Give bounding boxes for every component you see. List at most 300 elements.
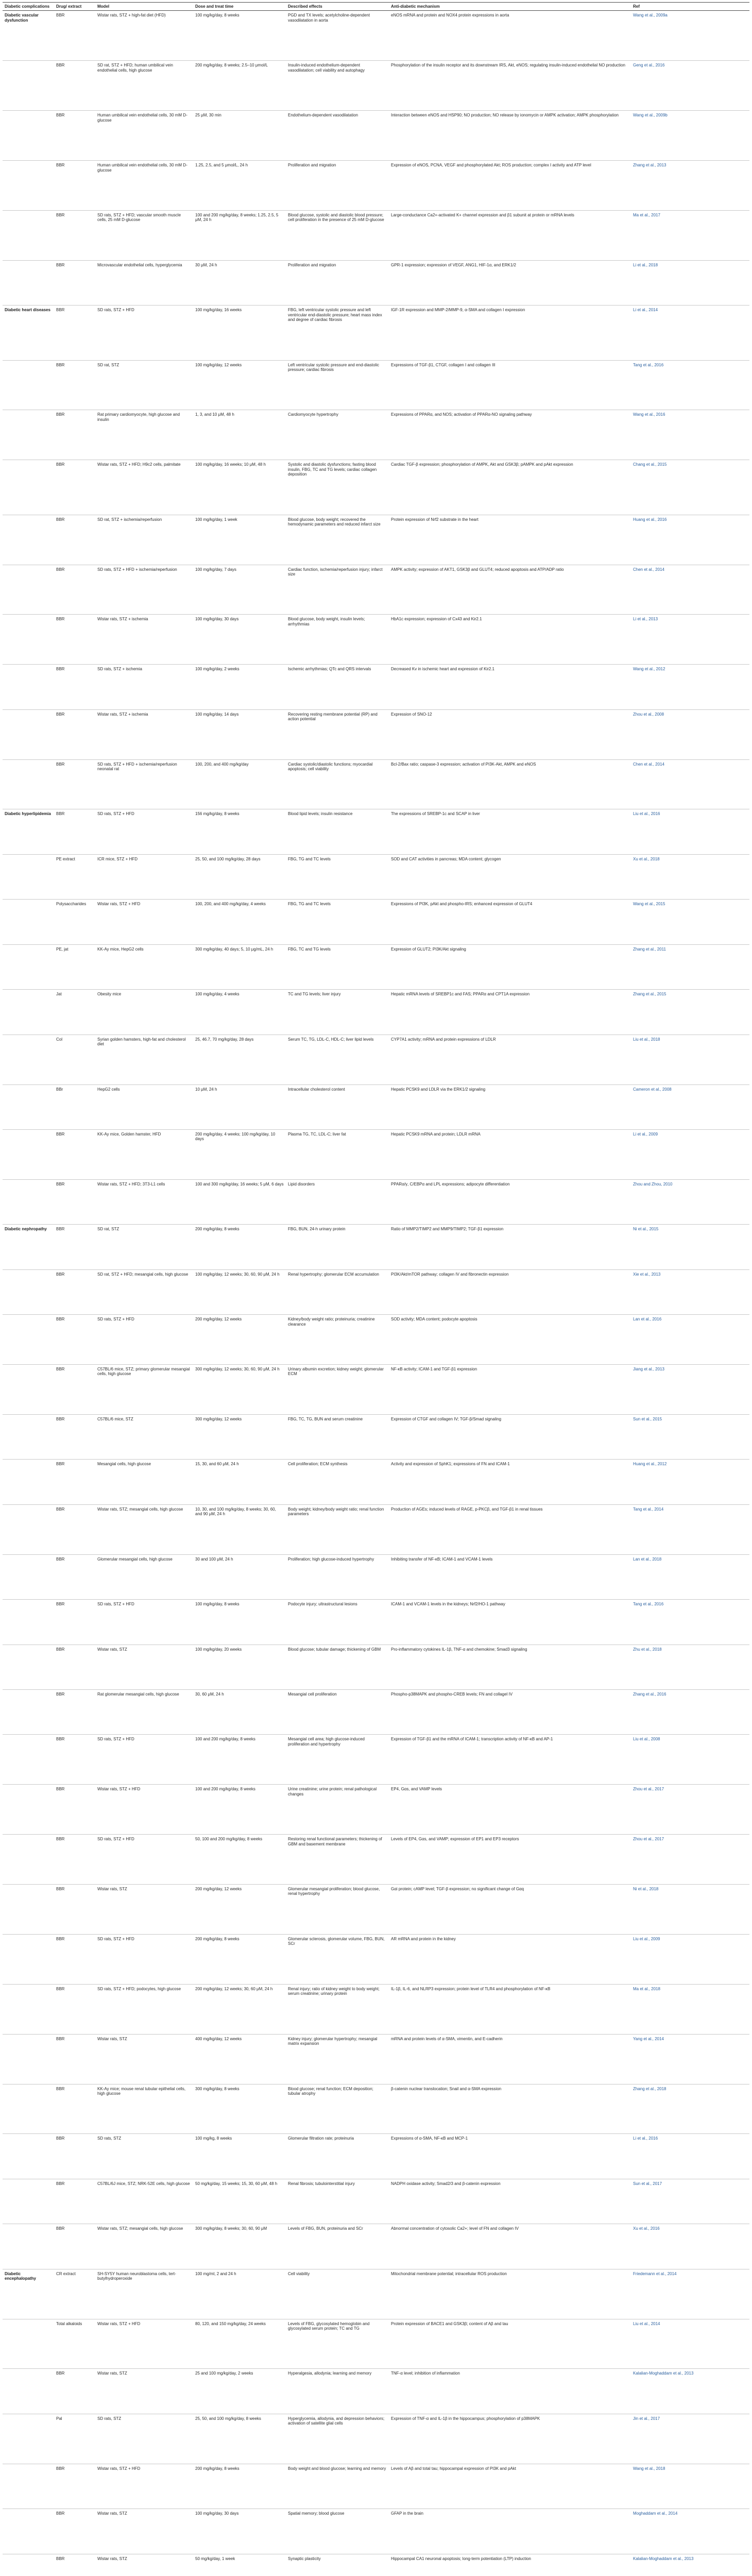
drug-cell: Polysaccharides — [54, 900, 95, 944]
dose-cell: 100 mg/kg/day, 16 weeks — [193, 306, 286, 360]
drug-cell: BBR — [54, 260, 95, 305]
reference-cell[interactable]: Li et al., 2009 — [631, 1129, 749, 1179]
complication-cell — [3, 854, 54, 899]
effects-cell: Urinary albumin excretion; kidney weight; glomerular ECM — [286, 1365, 389, 1415]
effects-cell: Blood glucose, systolic and diastolic blood pressure; cell proliferation in the presence of 25 mM D-glucose — [286, 210, 389, 260]
drug-cell: BBR — [54, 306, 95, 360]
mechanism-cell: Expression of TGF-β1 and the mRNA of ICAM-1; transcription activity of NF-κB and AP-1 — [389, 1735, 631, 1785]
effects-cell: FBG, TC, TG, BUN and serum creatinine — [286, 1414, 389, 1459]
reference-cell[interactable]: Liu et al., 2008 — [631, 1735, 749, 1785]
mechanism-cell: Bcl-2/Bax ratio; caspase-3 expression; activation of PI3K-Akt, AMPK and eNOS — [389, 759, 631, 809]
table-row — [3, 1129, 749, 1179]
table-row — [3, 709, 749, 759]
complication-cell — [3, 1554, 54, 1599]
reference-cell[interactable]: Li et al., 2013 — [631, 615, 749, 665]
dose-cell: 100, 200, and 400 mg/kg/day, 4 weeks — [193, 900, 286, 944]
effects-cell: Glomerular sclerosis, glomerular volume, FBG, BUN, SCr — [286, 1934, 389, 1984]
complication-cell — [3, 1460, 54, 1504]
reference-cell[interactable]: Huang et al., 2016 — [631, 515, 749, 565]
effects-cell: Spatial memory; blood glucose — [286, 2509, 389, 2554]
dose-cell: 100 mg/kg/day, 1 week — [193, 515, 286, 565]
column-header: Dose and treat time — [193, 3, 286, 11]
dose-cell: 100 mg/kg/day, 7 days — [193, 565, 286, 615]
mechanism-cell: Ratio of MMP2/TIMP2 and MMP9/TIMP2; TGF-β1 expression — [389, 1225, 631, 1269]
model-cell: KK-Ay mice, HepG2 cells — [95, 944, 193, 989]
mechanism-cell: Decreased Kv in ischemic heart and expression of Kir2.1 — [389, 665, 631, 709]
drug-cell: BBR — [54, 1600, 95, 1645]
drug-cell: BBR — [54, 615, 95, 665]
model-cell: Human umbilical vein endothelial cells, 30 mM D-glucose — [95, 111, 193, 161]
model-cell: Wistar rats, STZ + HFD; H9c2 cells, palmitate — [95, 460, 193, 515]
complication-cell — [3, 2134, 54, 2179]
header-row — [3, 3, 749, 11]
mechanism-cell: Protein expression of Nrf2 substrate in the heart — [389, 515, 631, 565]
effects-cell: Blood glucose; tubular damage; thickening of GBM — [286, 1645, 389, 1689]
drug-cell: BBR — [54, 1179, 95, 1224]
drug-cell: BBR — [54, 161, 95, 211]
table-row — [3, 1460, 749, 1504]
reference-cell[interactable]: Zhou and Zhou, 2010 — [631, 1179, 749, 1224]
dose-cell: 200 mg/kg/day, 8 weeks — [193, 1934, 286, 1984]
model-cell: SD rat, STZ + ischemia/reperfusion — [95, 515, 193, 565]
table-row — [3, 515, 749, 565]
table-row — [3, 1414, 749, 1459]
dose-cell: 100 mg/kg/day, 12 weeks — [193, 360, 286, 410]
reference-cell[interactable]: Lan et al., 2016 — [631, 1315, 749, 1365]
model-cell: C57BL/6 mice, STZ; primary glomerular mesangial cells, high glucose — [95, 1365, 193, 1415]
reference-cell[interactable]: Huang et al., 2012 — [631, 1460, 749, 1504]
dose-cell: 25, 46.7, 70 mg/kg/day, 28 days — [193, 1035, 286, 1084]
complication-cell: Diabetic heart diseases — [3, 306, 54, 360]
table-row — [3, 854, 749, 899]
dose-cell: 156 mg/kg/day, 8 weeks — [193, 809, 286, 854]
model-cell: Wistar rats, STZ + high-fat diet (HFD) — [95, 11, 193, 61]
complication-cell — [3, 260, 54, 305]
model-cell: SD rat, STZ — [95, 360, 193, 410]
reference-cell[interactable]: Ma et al., 2017 — [631, 210, 749, 260]
drug-cell: BBR — [54, 210, 95, 260]
drug-cell: BBR — [54, 61, 95, 111]
reference-cell[interactable]: Xu et al., 2016 — [631, 2224, 749, 2269]
model-cell: KK-Ay mice, Golden hamster, HFD — [95, 1129, 193, 1179]
drug-cell: BBR — [54, 1835, 95, 1885]
reference-cell[interactable]: Geng et al., 2016 — [631, 61, 749, 111]
dose-cell: 50 mg/kg/day, 15 weeks; 15, 30, 60 μM, 48 h — [193, 2179, 286, 2224]
reference-cell[interactable]: Chen et al., 2014 — [631, 565, 749, 615]
table-row — [3, 1365, 749, 1415]
table-row — [3, 11, 749, 61]
complication-cell — [3, 990, 54, 1035]
mechanism-cell: Hepatic mRNA levels of SREBP1c and FAS; PPARα and CPT1A expression — [389, 990, 631, 1035]
model-cell: Wistar rats, STZ + ischemia — [95, 615, 193, 665]
table-row — [3, 2224, 749, 2269]
drug-cell: BBR — [54, 1689, 95, 1734]
reference-cell[interactable]: Yang et al., 2014 — [631, 2034, 749, 2084]
reference-cell[interactable]: Zhou et al., 2017 — [631, 1785, 749, 1835]
reference-cell[interactable]: Jiang et al., 2013 — [631, 1365, 749, 1415]
reference-cell[interactable]: Zhang et al., 2011 — [631, 944, 749, 989]
mechanism-cell: IGF-1R expression and MMP-2/MMP-9, α-SMA and collagen I expression — [389, 306, 631, 360]
table-row — [3, 410, 749, 460]
effects-cell: Kidney injury; glomerular hypertrophy; mesangial matrix expansion — [286, 2034, 389, 2084]
complication-cell — [3, 1600, 54, 1645]
drug-cell: CR extract — [54, 2269, 95, 2319]
drug-cell: BBR — [54, 1645, 95, 1689]
table-row — [3, 161, 749, 211]
effects-cell: Body weight and blood glucose; learning and memory — [286, 2464, 389, 2509]
effects-cell: Podocyte injury; ultrastructural lesions — [286, 1600, 389, 1645]
effects-cell: Plasma TG, TC, LDL-C; liver fat — [286, 1129, 389, 1179]
mechanism-cell: Interaction between eNOS and HSP90; NO production; NO release by ionomycin or AMPK activation; AMPK phosphorylation — [389, 111, 631, 161]
reference-cell[interactable]: Xu et al., 2018 — [631, 854, 749, 899]
reference-cell[interactable]: Liu et al., 2009 — [631, 1934, 749, 1984]
table-row — [3, 1934, 749, 1984]
dose-cell: 200 mg/kg/day, 8 weeks; 2.5–10 μmol/L — [193, 61, 286, 111]
dose-cell: 100 mg/kg, 8 weeks — [193, 2134, 286, 2179]
dose-cell: 100 mg/kg/day, 16 weeks; 10 μM, 48 h — [193, 460, 286, 515]
complication-cell — [3, 1315, 54, 1365]
table-row — [3, 1269, 749, 1314]
complication-cell — [3, 709, 54, 759]
model-cell: SD rat, STZ + HFD; human umbilical vein endothelial cells, high glucose — [95, 61, 193, 111]
drug-cell: BBR — [54, 1460, 95, 1504]
mechanism-cell: Phospho-p38MAPK and phospho-CREB levels; FN and collagel IV — [389, 1689, 631, 1734]
reference-cell[interactable]: Zhang et al., 2016 — [631, 1689, 749, 1734]
model-cell: SD rats, STZ + HFD — [95, 1600, 193, 1645]
mechanism-cell: Expressions of α-SMA, NF-κB and MCP-1 — [389, 2134, 631, 2179]
dose-cell: 200 mg/kg/day, 4 weeks; 100 mg/kg/day, 10 days — [193, 1129, 286, 1179]
mechanism-cell: Expression of TNF-α and IL-1β in the hippocampus; phosphorylation of p38MAPK — [389, 2414, 631, 2464]
reference-cell[interactable]: Lan et al., 2018 — [631, 1554, 749, 1599]
model-cell: Wistar rats, STZ; mesangial cells, high glucose — [95, 2224, 193, 2269]
dose-cell: 50, 100 and 200 mg/kg/day, 8 weeks — [193, 1835, 286, 1885]
table-row — [3, 2179, 749, 2224]
reference-cell[interactable]: Tang et al., 2016 — [631, 360, 749, 410]
effects-cell: FBG, TG and TC levels — [286, 900, 389, 944]
model-cell: Rat primary cardiomyocyte, high glucose and insulin — [95, 410, 193, 460]
dose-cell: 30 μM, 24 h — [193, 260, 286, 305]
reference-cell[interactable]: Kalalian-Moghaddam et al., 2013 — [631, 2369, 749, 2414]
reference-cell[interactable]: Zhang et al., 2013 — [631, 161, 749, 211]
table-row — [3, 1504, 749, 1554]
effects-cell: Synaptic plasticity — [286, 2554, 389, 2576]
reference-cell[interactable]: Zhang et al., 2018 — [631, 2084, 749, 2134]
complication-cell — [3, 2224, 54, 2269]
dose-cell: 100 and 200 mg/kg/day, 8 weeks — [193, 1735, 286, 1785]
complication-cell — [3, 1984, 54, 2034]
reference-cell[interactable]: Li et al., 2018 — [631, 260, 749, 305]
model-cell: SD rats, STZ — [95, 2414, 193, 2464]
model-cell: SD rats, STZ + HFD — [95, 1735, 193, 1785]
reference-cell[interactable]: Zhou et al., 2017 — [631, 1835, 749, 1885]
drug-cell: BBR — [54, 1554, 95, 1599]
mechanism-cell: Phosphorylation of the insulin receptor and its downstream IRS, Akt, eNOS; regulating insulin-induced endothelial NO production — [389, 61, 631, 111]
mechanism-cell: ICAM-1 and VCAM-1 levels in the kidneys; Nrf2/HO-1 pathway — [389, 1600, 631, 1645]
reference-cell[interactable]: Zhang et al., 2015 — [631, 990, 749, 1035]
effects-cell: Glomerular mesangial proliferation; blood glucose, renal hypertrophy — [286, 1885, 389, 1935]
effects-cell: Endothelium-dependent vasodilatation — [286, 111, 389, 161]
reference-cell[interactable]: Ma et al., 2018 — [631, 1984, 749, 2034]
effects-cell: Proliferation; high glucose-induced hypertrophy — [286, 1554, 389, 1599]
effects-cell: Hyperglycemia, allodynia, and depression behaviors; activation of satellite glial cells — [286, 2414, 389, 2464]
model-cell: Rat glomerular mesangial cells, high glucose — [95, 1689, 193, 1734]
dose-cell: 100 mg/kg/day, 20 weeks — [193, 1645, 286, 1689]
reference-cell[interactable]: Wang et al., 2015 — [631, 900, 749, 944]
table-row — [3, 1315, 749, 1365]
effects-cell: Renal hypertrophy; glomerular ECM accumulation — [286, 1269, 389, 1314]
effects-cell: Urine creatinine; urine protein; renal pathological changes — [286, 1785, 389, 1835]
model-cell: SD rats, STZ + HFD; podocytes, high glucose — [95, 1984, 193, 2034]
model-cell: SD rats, STZ + HFD + ischemia/reperfusion neonatal rat — [95, 759, 193, 809]
mechanism-cell: The expressions of SREBP-1c and SCAP in liver — [389, 809, 631, 854]
drug-cell: BBR — [54, 11, 95, 61]
mechanism-cell: Expressions of PPARα, and NOS; activation of PPARα-NO signaling pathway — [389, 410, 631, 460]
mechanism-cell: Hippocampal CA1 neuronal apoptosis; long-term potentiation (LTP) induction — [389, 2554, 631, 2576]
table-row — [3, 565, 749, 615]
effects-cell: Blood glucose, body weight, insulin levels; arrhythmias — [286, 615, 389, 665]
reference-cell[interactable]: Friedemann et al., 2014 — [631, 2269, 749, 2319]
effects-cell: Insulin-induced endothelium-dependent vasodilatation; cell viability and autophagy — [286, 61, 389, 111]
table-row — [3, 1735, 749, 1785]
drug-cell: Pal — [54, 2414, 95, 2464]
table-row — [3, 1785, 749, 1835]
model-cell: SD rats, STZ + HFD — [95, 1315, 193, 1365]
reference-cell[interactable]: Jin et al., 2017 — [631, 2414, 749, 2464]
reference-cell[interactable]: Li et al., 2014 — [631, 306, 749, 360]
drug-cell: BBR — [54, 111, 95, 161]
model-cell: Microvascular endothelial cells, hyperglycemia — [95, 260, 193, 305]
drug-cell: BBR — [54, 1315, 95, 1365]
drug-cell: BBR — [54, 2179, 95, 2224]
table-row — [3, 1554, 749, 1599]
reference-cell[interactable]: Sun et al., 2015 — [631, 1414, 749, 1459]
complication-cell — [3, 515, 54, 565]
mechanism-cell: β-catenin nuclear translocation; Snail and α-SMA expression — [389, 2084, 631, 2134]
complication-cell — [3, 900, 54, 944]
data-table — [3, 2, 749, 2576]
effects-cell: Blood glucose; renal function; ECM deposition; tubular atrophy — [286, 2084, 389, 2134]
complication-cell — [3, 2464, 54, 2509]
complication-cell — [3, 460, 54, 515]
complication-cell — [3, 1179, 54, 1224]
table-row — [3, 2464, 749, 2509]
effects-cell: Cell proliferation; ECM synthesis — [286, 1460, 389, 1504]
reference-cell[interactable]: Tang et al., 2016 — [631, 1600, 749, 1645]
effects-cell: Ischemic arrhythmias; QTc and QRS intervals — [286, 665, 389, 709]
dose-cell: 100 mg/kg/day, 30 days — [193, 615, 286, 665]
reference-cell[interactable]: Liu et al., 2018 — [631, 1035, 749, 1084]
drug-cell: BBR — [54, 2224, 95, 2269]
dose-cell: 25, 50, and 100 mg/kg/day, 8 weeks — [193, 2414, 286, 2464]
table-body — [3, 11, 749, 2576]
complication-cell — [3, 1689, 54, 1734]
mechanism-cell: GPR-1 expression; expression of VEGF, ANG1, HIF-1α, and ERK1/2 — [389, 260, 631, 305]
mechanism-cell: Levels of Aβ and total tau; hippocampal expression of PI3K and pAkt — [389, 2464, 631, 2509]
drug-cell: BBR — [54, 2464, 95, 2509]
mechanism-cell: Expressions of TGF-β1, CTGF, collagen I and collagen III — [389, 360, 631, 410]
mechanism-cell: Large-conductance Ca2+-activated K+ channel expression and β1 subunit at protein or mRNA levels — [389, 210, 631, 260]
drug-cell: BBR — [54, 2034, 95, 2084]
table-row — [3, 2319, 749, 2369]
mechanism-cell: Hepatic PCSK9 mRNA and protein; LDLR mRNA — [389, 1129, 631, 1179]
complication-cell: Diabetic encephalopathy — [3, 2269, 54, 2319]
reference-cell[interactable]: Moghaddam et al., 2014 — [631, 2509, 749, 2554]
complication-cell — [3, 759, 54, 809]
dose-cell: 300 mg/kg/day, 12 weeks; 30, 60, 90 μM, 24 h — [193, 1365, 286, 1415]
model-cell: Wistar rats, STZ + ischemia — [95, 709, 193, 759]
model-cell: Wistar rats, STZ; mesangial cells, high glucose — [95, 1504, 193, 1554]
complication-cell — [3, 2084, 54, 2134]
drug-cell: BBR — [54, 2369, 95, 2414]
effects-cell: Levels of FBG, glycosylated hemoglobin and glycosylated serum protein; TC and TG — [286, 2319, 389, 2369]
table-row — [3, 2369, 749, 2414]
model-cell: Wistar rats, STZ + HFD — [95, 2319, 193, 2369]
effects-cell: Cardiac systolic/diastolic functions; myocardial apoptosis; cell viability — [286, 759, 389, 809]
effects-cell: Proliferation and migration — [286, 161, 389, 211]
mechanism-cell: Gαi protein; cAMP level; TGF-β expression; no significant change of Gαq — [389, 1885, 631, 1935]
complication-cell — [3, 111, 54, 161]
reference-cell[interactable]: Wang et al., 2009a — [631, 11, 749, 61]
mechanism-cell: NADPH oxidase activity; Smad2/3 and β-catenin expression — [389, 2179, 631, 2224]
effects-cell: Serum TC, TG, LDL-C, HDL-C; liver lipid levels — [286, 1035, 389, 1084]
effects-cell: Intracellular cholesterol content — [286, 1084, 389, 1129]
drug-cell: BBR — [54, 565, 95, 615]
drug-cell: BBR — [54, 1129, 95, 1179]
mechanism-cell: Expression of CTGF and collagen IV; TGF-β/Smad signaling — [389, 1414, 631, 1459]
reference-cell[interactable]: Liu et al., 2014 — [631, 2319, 749, 2369]
complication-cell — [3, 161, 54, 211]
model-cell: SD rats, STZ + HFD — [95, 1835, 193, 1885]
complication-cell — [3, 2414, 54, 2464]
dose-cell: 100 and 300 mg/kg/day, 16 weeks; 5 μM, 6 days — [193, 1179, 286, 1224]
model-cell: SD rats, STZ + HFD — [95, 1934, 193, 1984]
model-cell: Glomerular mesangial cells, high glucose — [95, 1554, 193, 1599]
model-cell: Wistar rats, STZ — [95, 1885, 193, 1935]
table-row — [3, 1984, 749, 2034]
effects-cell: Restoring renal functional parameters; thickening of GBM and basement membrane — [286, 1835, 389, 1885]
mechanism-cell: SOD and CAT activities in pancreas; MDA content; glycogen — [389, 854, 631, 899]
mechanism-cell: mRNA and protein levels of α-SMA, vimentin, and E-cadherin — [389, 2034, 631, 2084]
effects-cell: Hyperalgesia, allodynia; learning and memory — [286, 2369, 389, 2414]
reference-cell[interactable]: Liu et al., 2016 — [631, 809, 749, 854]
effects-cell: Levels of FBG, BUN, proteinuria and SCr — [286, 2224, 389, 2269]
effects-cell: FBG, BUN, 24-h urinary protein — [286, 1225, 389, 1269]
reference-cell[interactable]: Zhou et al., 2008 — [631, 709, 749, 759]
table-row — [3, 1035, 749, 1084]
dose-cell: 100 mg/ml, 2 and 24 h — [193, 2269, 286, 2319]
table-row — [3, 306, 749, 360]
drug-cell: BBR — [54, 2509, 95, 2554]
effects-cell: Renal fibrosis; tubulointerstitial injury — [286, 2179, 389, 2224]
reference-cell[interactable]: Ni et al., 2015 — [631, 1225, 749, 1269]
table-row — [3, 2414, 749, 2464]
reference-cell[interactable]: Wang et al., 2016 — [631, 410, 749, 460]
column-header: Ref — [631, 3, 749, 11]
dose-cell: 25, 50, and 100 mg/kg/day, 28 days — [193, 854, 286, 899]
drug-cell: BBR — [54, 360, 95, 410]
model-cell: Wistar rats, STZ + HFD — [95, 2464, 193, 2509]
model-cell: C57BL/6 mice, STZ — [95, 1414, 193, 1459]
table-row — [3, 1689, 749, 1734]
reference-cell[interactable]: Wang et al., 2012 — [631, 665, 749, 709]
dose-cell: 200 mg/kg/day, 12 weeks; 30, 60 μM, 24 h — [193, 1984, 286, 2034]
reference-cell[interactable]: Zhu et al., 2018 — [631, 1645, 749, 1689]
reference-cell[interactable]: Chen et al., 2014 — [631, 759, 749, 809]
reference-cell[interactable]: Ni et al., 2018 — [631, 1885, 749, 1935]
model-cell: Wistar rats, STZ — [95, 2509, 193, 2554]
reference-cell[interactable]: Chang et al., 2015 — [631, 460, 749, 515]
reference-cell[interactable]: Tang et al., 2014 — [631, 1504, 749, 1554]
complication-cell — [3, 1129, 54, 1179]
effects-cell: Proliferation and migration — [286, 260, 389, 305]
table-row — [3, 111, 749, 161]
column-header: Model — [95, 3, 193, 11]
reference-cell[interactable]: Cameron et al., 2008 — [631, 1084, 749, 1129]
reference-cell[interactable]: Kalalian-Moghaddam et al., 2013 — [631, 2554, 749, 2576]
model-cell: SD rat, STZ — [95, 1225, 193, 1269]
dose-cell: 100 mg/kg/day, 12 weeks; 30, 60, 90 μM, 24 h — [193, 1269, 286, 1314]
reference-cell[interactable]: Sun et al., 2017 — [631, 2179, 749, 2224]
drug-cell: Jat — [54, 990, 95, 1035]
effects-cell: FBG, TG and TC levels — [286, 854, 389, 899]
reference-cell[interactable]: Wang et al., 2009b — [631, 111, 749, 161]
table-row — [3, 1084, 749, 1129]
dose-cell: 30 and 100 μM, 24 h — [193, 1554, 286, 1599]
drug-cell: BBR — [54, 1934, 95, 1984]
complication-cell — [3, 2509, 54, 2554]
effects-cell: FBG, TC and TG levels — [286, 944, 389, 989]
mechanism-cell: Expression of SNO-12 — [389, 709, 631, 759]
dose-cell: 300 mg/kg/day, 40 days; 5, 10 μg/mL, 24 h — [193, 944, 286, 989]
model-cell: KK-Ay mice; mouse renal tubular epithelial cells, high glucose — [95, 2084, 193, 2134]
effects-cell: Renal injury; ratio of kidney weight to body weight; serum creatinine; urinary protein — [286, 1984, 389, 2034]
dose-cell: 80, 120, and 150 mg/kg/day, 24 weeks — [193, 2319, 286, 2369]
effects-cell: Cell viability — [286, 2269, 389, 2319]
table-row — [3, 1225, 749, 1269]
drug-cell: BBR — [54, 2554, 95, 2576]
drug-cell: Total alkaloids — [54, 2319, 95, 2369]
dose-cell: 1, 3, and 10 μM, 48 h — [193, 410, 286, 460]
effects-cell: Glomerular filtration rate; proteinuria — [286, 2134, 389, 2179]
complication-cell — [3, 2369, 54, 2414]
table-row — [3, 460, 749, 515]
mechanism-cell: Production of AGEs; induced levels of RAGE, p-PKCβ, and TGF-β1 in renal tissues — [389, 1504, 631, 1554]
model-cell: Wistar rats, STZ + HFD; 3T3-L1 cells — [95, 1179, 193, 1224]
reference-cell[interactable]: Wang et al., 2018 — [631, 2464, 749, 2509]
mechanism-cell: PPARα/γ, C/EBPα and LPL expressions; adipocyte differentiation — [389, 1179, 631, 1224]
dose-cell: 10 μM, 24 h — [193, 1084, 286, 1129]
drug-cell: BBR — [54, 2134, 95, 2179]
complication-cell: Diabetic nephropathy — [3, 1225, 54, 1269]
complication-cell — [3, 1934, 54, 1984]
table-row — [3, 210, 749, 260]
drug-cell: BBR — [54, 1365, 95, 1415]
dose-cell: 25 and 100 mg/kg/day, 2 weeks — [193, 2369, 286, 2414]
reference-cell[interactable]: Li et al., 2016 — [631, 2134, 749, 2179]
table-row — [3, 1835, 749, 1885]
mechanism-cell: Cardiac TGF-β expression; phosphorylation of AMPK, Akt and GSK3β; pAMPK and pAkt expression — [389, 460, 631, 515]
model-cell: SH-SY5Y human neuroblastoma cells, tert-butylhydroperoxide — [95, 2269, 193, 2319]
dose-cell: 100 and 200 mg/kg/day, 8 weeks — [193, 1785, 286, 1835]
drug-cell: BBR — [54, 515, 95, 565]
effects-cell: Lipid disorders — [286, 1179, 389, 1224]
table-row — [3, 2554, 749, 2576]
reference-cell[interactable]: Xie et al., 2013 — [631, 1269, 749, 1314]
model-cell: ICR mice, STZ + HFD — [95, 854, 193, 899]
complication-cell — [3, 1835, 54, 1885]
mechanism-cell: Hepatic PCSK9 and LDLR via the ERK1/2 signaling — [389, 1084, 631, 1129]
drug-cell: BBR — [54, 1269, 95, 1314]
